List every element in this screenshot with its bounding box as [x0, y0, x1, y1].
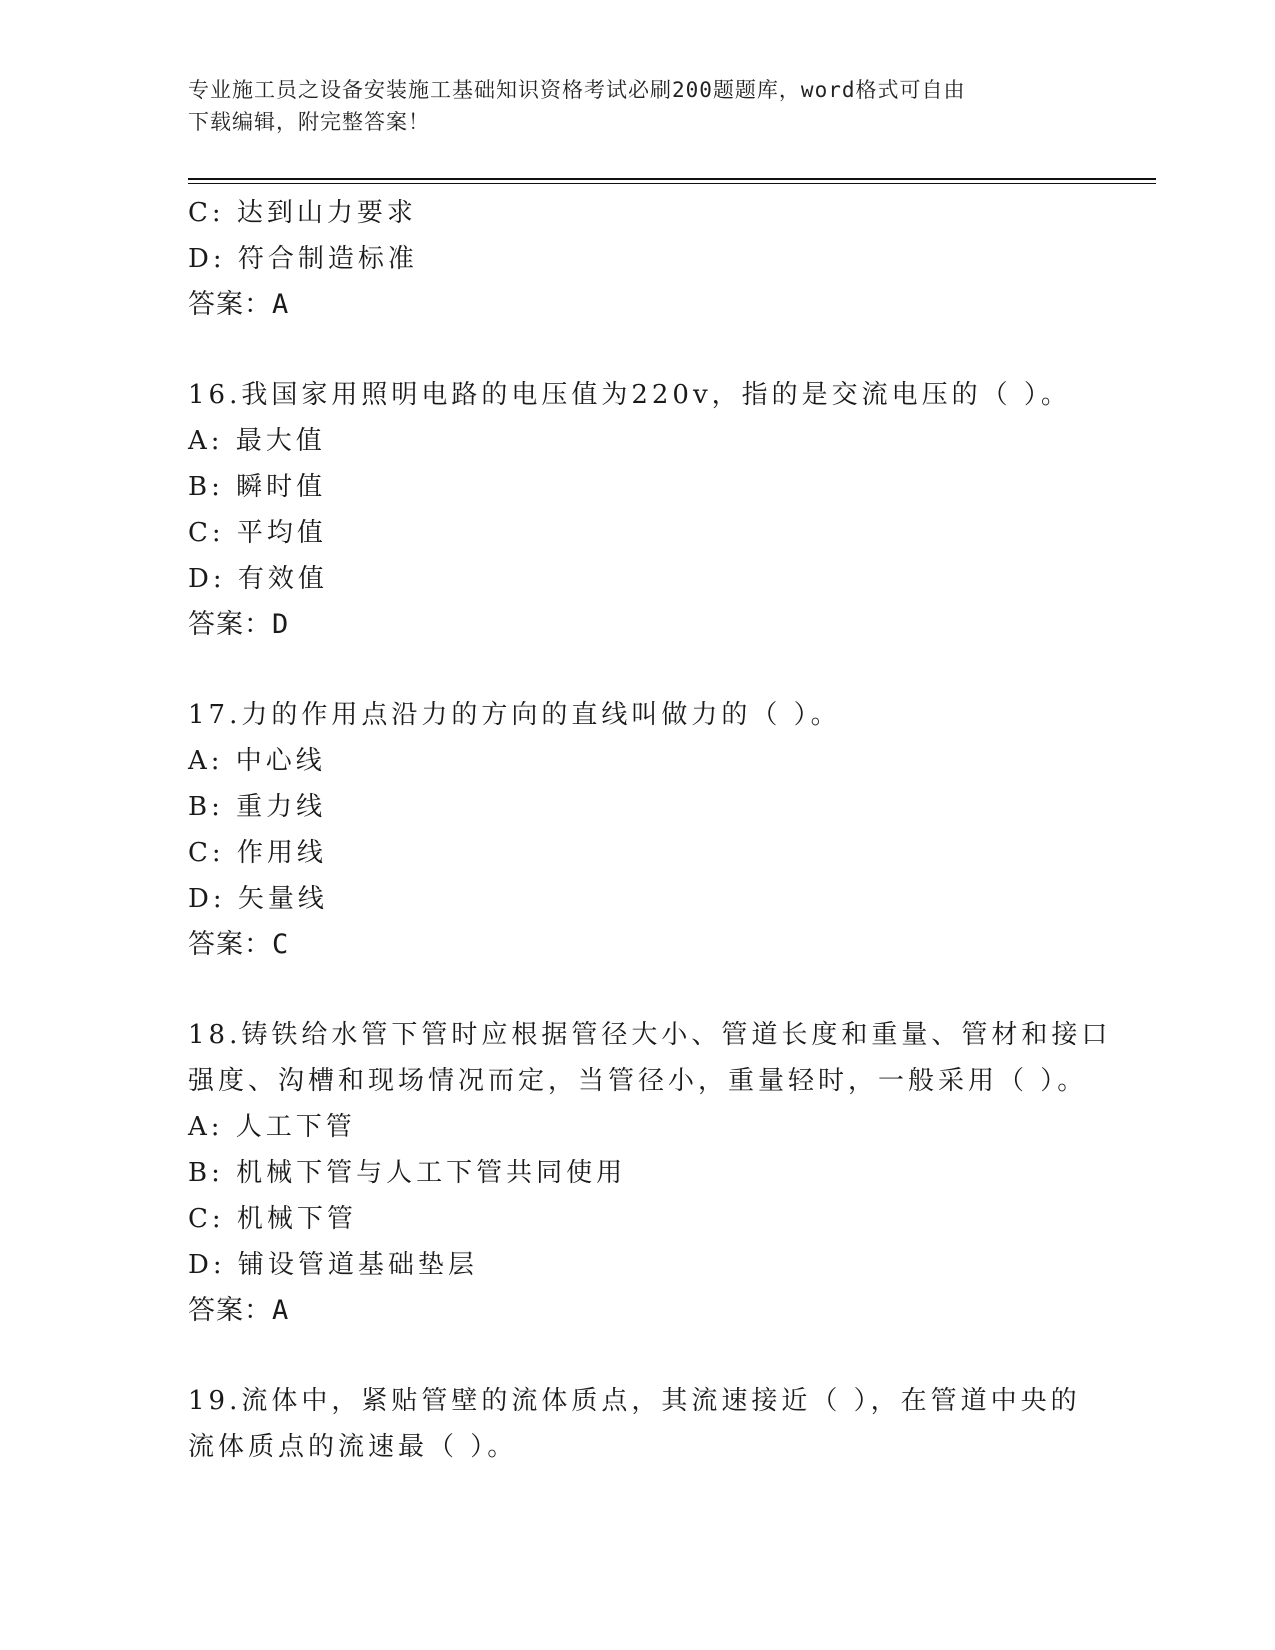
option-b: B: 机械下管与人工下管共同使用 [188, 1158, 627, 1188]
answer-label: 答案：A [188, 1295, 290, 1326]
question-stem: 17.力的作用点沿力的方向的直线叫做力的（ ）。 [188, 700, 841, 730]
option-a: A: 中心线 [188, 746, 326, 776]
question-stem: 16.我国家用照明电路的电压值为220v，指的是交流电压的（ ）。 [188, 380, 1071, 410]
option-d: D: 铺设管道基础垫层 [188, 1250, 478, 1280]
question-content [188, 190, 1112, 1470]
question-18 [188, 1012, 1112, 1334]
question-17 [188, 692, 1088, 968]
option-a: A: 人工下管 [188, 1112, 356, 1142]
option-b: B: 重力线 [188, 792, 327, 822]
header-line-2: 下载编辑，附完整答案！ [188, 110, 430, 134]
answer-label: 答案：C [188, 929, 290, 960]
answer-label: 答案：A [188, 289, 290, 320]
question-stem-continued: 强度、沟槽和现场情况而定，当管径小，重量轻时，一般采用（ ）。 [188, 1066, 1088, 1096]
option-d: D: 符合制造标准 [188, 244, 418, 274]
header-divider-thick [188, 178, 1156, 180]
document-header [188, 74, 1068, 138]
option-c: C: 平均值 [188, 518, 327, 548]
option-c: C: 作用线 [188, 838, 327, 868]
question-16 [188, 372, 1088, 648]
question-19 [188, 1378, 1088, 1470]
option-c: C: 机械下管 [188, 1204, 357, 1234]
partial-question [188, 190, 1088, 328]
option-c: C: 达到山力要求 [188, 198, 417, 228]
answer-label: 答案：D [188, 609, 290, 640]
question-stem: 19.流体中，紧贴管壁的流体质点，其流速接近（ ），在管道中央的 [188, 1386, 1081, 1416]
option-d: D: 有效值 [188, 564, 328, 594]
question-stem-continued: 流体质点的流速最（ ）。 [188, 1432, 518, 1462]
header-line-1: 专业施工员之设备安装施工基础知识资格考试必刷200题题库，word格式可自由 [188, 78, 966, 102]
option-b: B: 瞬时值 [188, 472, 327, 502]
header-divider-thin [188, 183, 1156, 184]
question-stem: 18.铸铁给水管下管时应根据管径大小、管道长度和重量、管材和接口 [188, 1020, 1112, 1050]
option-d: D: 矢量线 [188, 884, 328, 914]
option-a: A: 最大值 [188, 426, 326, 456]
